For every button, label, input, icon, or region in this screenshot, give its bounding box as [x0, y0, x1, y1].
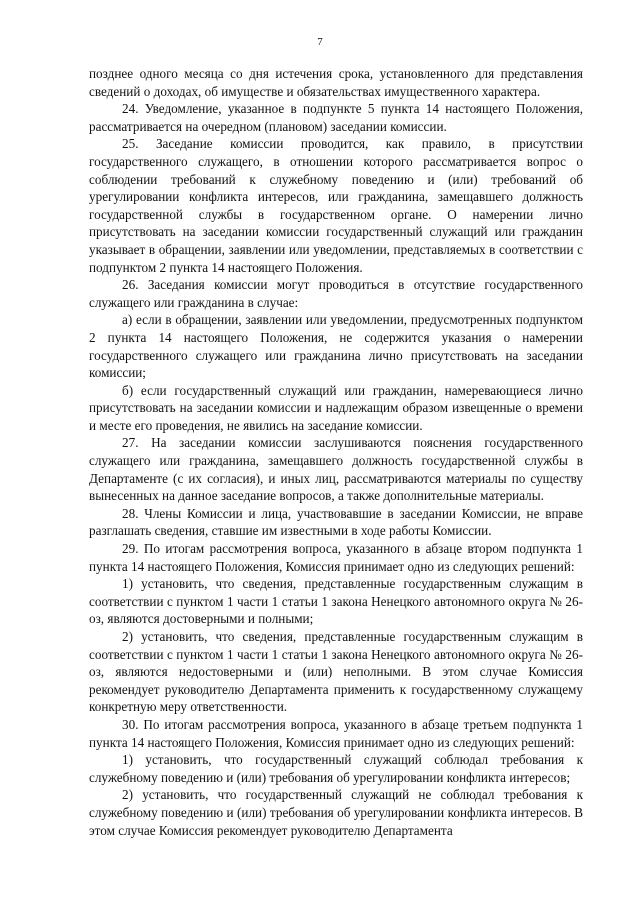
- paragraph-30: 30. По итогам рассмотрения вопроса, указанного в абзаце третьем подпункта 1 пункта 14 настоящего Положения, Комиссия принимает одно из следующих решений:: [89, 716, 583, 750]
- page-number: 7: [317, 36, 323, 48]
- paragraph-26-b: б) если государственный служащий или гражданин, намеревающиеся лично присутствовать на заседании комиссии и надлежащим образом извещенные о времени и месте его проведения, не явились на заседание комиссии.: [89, 382, 583, 433]
- paragraph-24: 24. Уведомление, указанное в подпункте 5 пункта 14 настоящего Положения, рассматривается на очередном (плановом) заседании комиссии.: [89, 101, 583, 134]
- paragraph-25: 25. Заседание комиссии проводится, как правило, в присутствии государственного служащего, в отношении которого рассматривается вопрос о соблюдении требований к служебному поведению и (или) требований об урегулировании конфликта интересов, или гражданина, замещавшего должность государственной службы в государственном органе. О намерении лично присутствовать на заседании комиссии государственный служащий или гражданин указывает в обращении, заявлении или уведомлении, представляемых в соответствии с подпунктом 2 пункта 14 настоящего Положения.: [89, 136, 583, 275]
- paragraph-26: 26. Заседания комиссии могут проводиться в отсутствие государственного служащего или гражданина в случае:: [89, 277, 583, 310]
- paragraph-29-2: 2) установить, что сведения, представленные государственным служащим в соответствии с пунктом 1 части 1 статьи 1 закона Ненецкого автономного округа № 26-оз, являются недостоверными и (или) неполными. В этом случае Комиссия рекомендует руководителю Департамента применить к государственному служащему конкретную меру ответственности.: [89, 629, 583, 715]
- paragraph-continuation: позднее одного месяца со дня истечения срока, установленного для представления сведений о доходах, об имуществе и обязательствах имущественного характера.: [89, 66, 583, 99]
- paragraph-29: 29. По итогам рассмотрения вопроса, указанного в абзаце втором подпункта 1 пункта 14 настоящего Положения, Комиссия принимает одно из следующих решений:: [89, 541, 583, 574]
- paragraph-30-1: 1) установить, что государственный служащий соблюдал требования к служебному поведению и (или) требования об урегулировании конфликта интересов;: [89, 752, 583, 785]
- document-body: [89, 65, 583, 839]
- paragraph-29-1: 1) установить, что сведения, представленные государственным служащим в соответствии с пунктом 1 части 1 статьи 1 закона Ненецкого автономного округа № 26-оз, являются достоверными и полными;: [89, 576, 583, 627]
- paragraph-30-2: 2) установить, что государственный служащий не соблюдал требования к служебному поведению и (или) требования об урегулировании конфликта интересов. В этом случае Комиссия рекомендует руководителю Департамента: [89, 787, 583, 838]
- paragraph-27: 27. На заседании комиссии заслушиваются пояснения государственного служащего или гражданина, замещавшего должность государственной службы в Департаменте (с их согласия), и иных лиц, рассматриваются материалы по существу вынесенных на данное заседание вопросов, а также дополнительные материалы.: [89, 435, 583, 504]
- paragraph-28: 28. Члены Комиссии и лица, участвовавшие в заседании Комиссии, не вправе разглашать сведения, ставшие им известными в ходе работы Комиссии.: [89, 505, 583, 539]
- paragraph-26-a: а) если в обращении, заявлении или уведомлении, предусмотренных подпунктом 2 пункта 14 настоящего Положения, не содержится указания о намерении государственного служащего или гражданина лично присутствовать на заседании комиссии;: [89, 312, 583, 381]
